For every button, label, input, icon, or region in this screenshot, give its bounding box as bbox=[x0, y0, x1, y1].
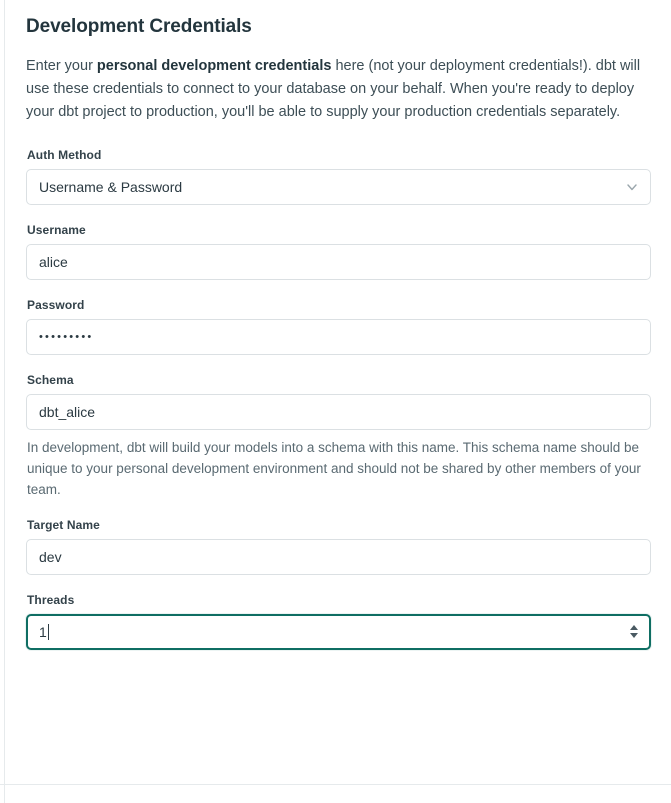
auth-method-field bbox=[26, 148, 651, 205]
threads-value-wrap bbox=[39, 624, 637, 640]
auth-method-label: Auth Method bbox=[27, 147, 102, 162]
schema-label: Schema bbox=[27, 372, 74, 387]
auth-method-value: Username & Password bbox=[39, 178, 183, 195]
password-field bbox=[26, 298, 651, 355]
schema-field bbox=[26, 373, 651, 500]
page-title: Development Credentials bbox=[26, 16, 252, 37]
number-stepper-icon[interactable] bbox=[628, 623, 639, 641]
password-value: ••••••••• bbox=[39, 331, 94, 344]
password-label: Password bbox=[27, 297, 85, 312]
target-name-value: dev bbox=[39, 548, 62, 565]
username-input[interactable] bbox=[26, 244, 651, 280]
username-field bbox=[26, 223, 651, 280]
threads-label: Threads bbox=[27, 592, 75, 607]
stepper-down-icon[interactable] bbox=[630, 633, 638, 638]
target-name-label: Target Name bbox=[27, 517, 100, 532]
stepper-up-icon[interactable] bbox=[630, 625, 638, 630]
password-input[interactable] bbox=[26, 319, 651, 355]
username-value: alice bbox=[39, 253, 68, 270]
schema-input[interactable] bbox=[26, 394, 651, 430]
left-divider bbox=[4, 0, 5, 803]
intro-text bbox=[26, 55, 651, 124]
schema-helper-text: In development, dbt will build your models into a schema with this name. This schema name should be unique to your personal development environment and should not be shared by other members of your team. bbox=[27, 439, 641, 497]
text-caret bbox=[48, 624, 49, 640]
auth-method-select[interactable] bbox=[26, 169, 651, 205]
target-name-field bbox=[26, 518, 651, 575]
username-label: Username bbox=[27, 222, 86, 237]
bottom-divider bbox=[0, 784, 671, 785]
threads-field bbox=[26, 593, 651, 650]
intro-text-part1: Enter your bbox=[26, 57, 97, 74]
intro-text-emphasis: personal development credentials bbox=[96, 57, 332, 74]
chevron-down-icon bbox=[626, 181, 638, 193]
threads-input[interactable] bbox=[26, 614, 651, 650]
threads-value: 1 bbox=[39, 623, 47, 640]
schema-value: dbt_alice bbox=[39, 403, 96, 420]
intro-text-part2: here (not your deployment credentials!). dbt will use these credentials to connect to your database on your behalf. When you're ready to deploy your dbt project to production, you'll be able to supply your production credentials separately. bbox=[26, 57, 641, 120]
target-name-input[interactable] bbox=[26, 539, 651, 575]
